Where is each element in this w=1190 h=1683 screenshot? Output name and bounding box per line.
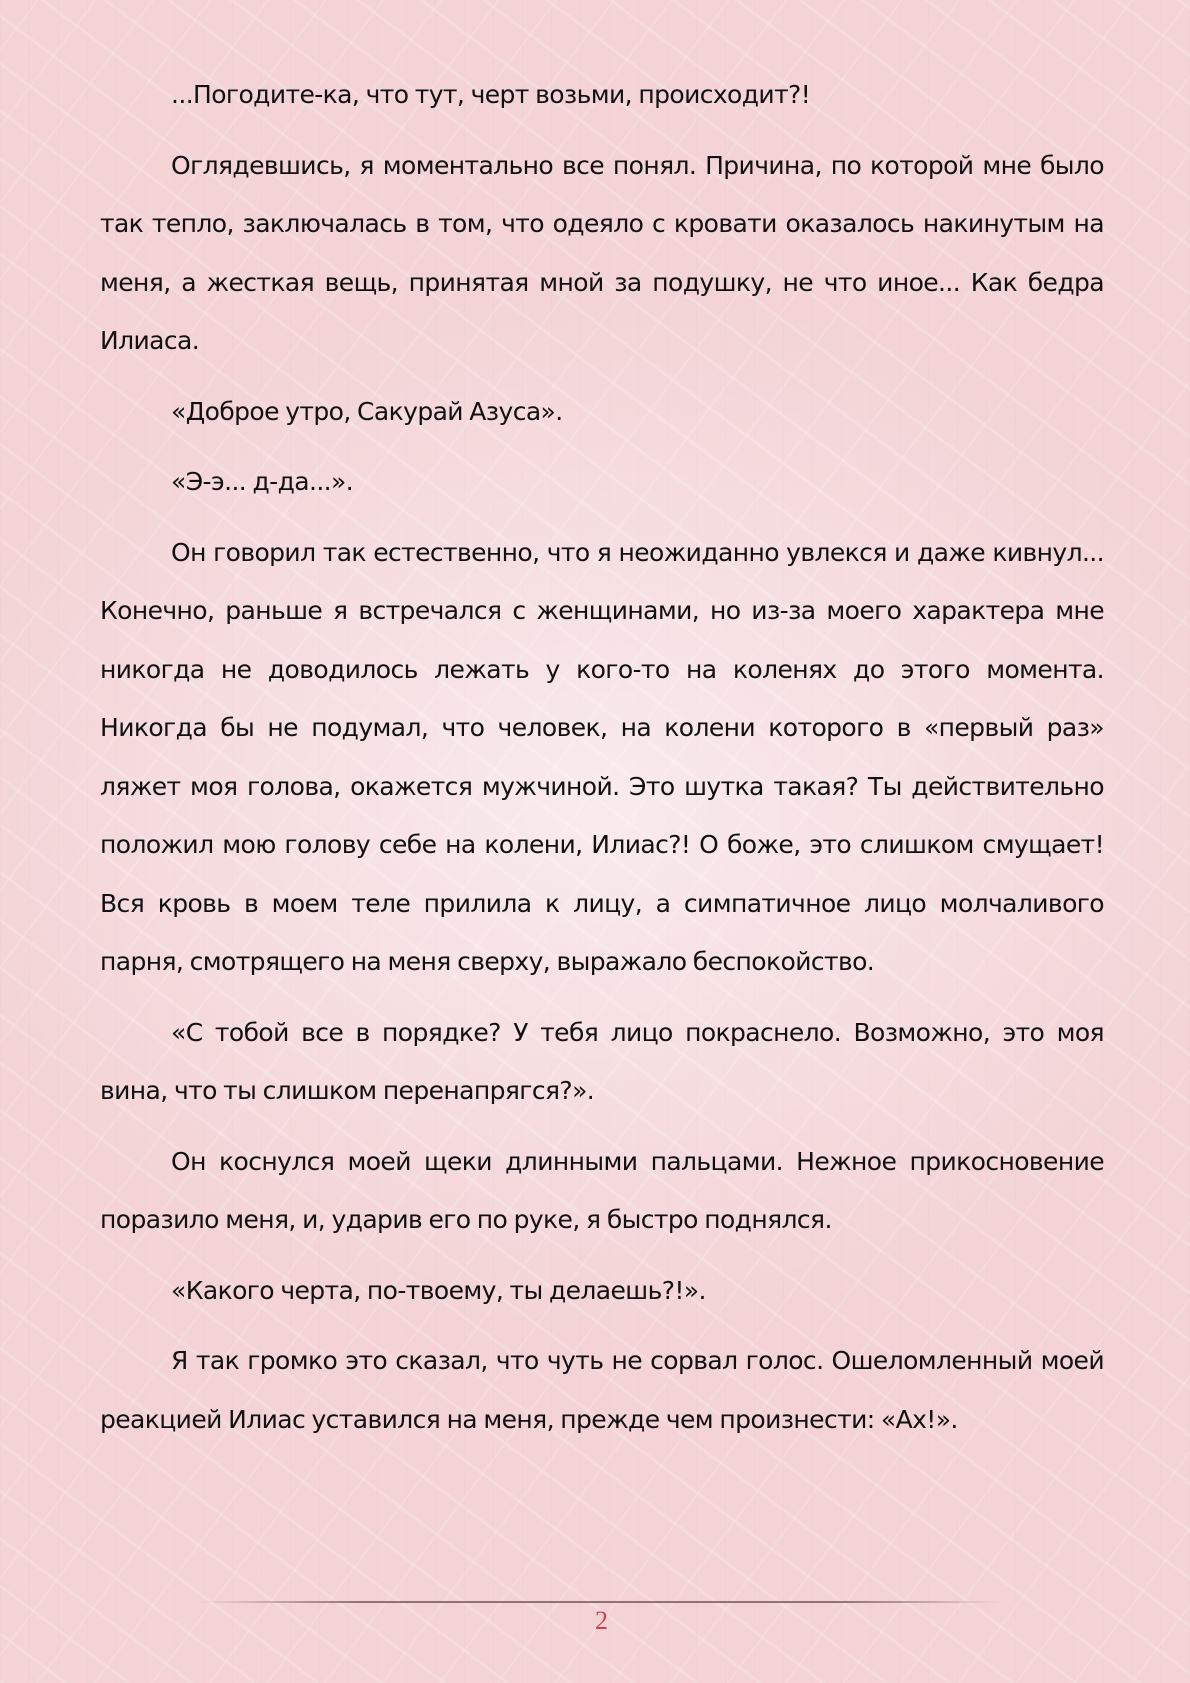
paragraph-5: Он говорил так естественно, что я неожиданно увлекся и даже кивнул... Конечно, раньше я встречался с женщинами, но из-за моего характера мне никогда не доводилось лежать у кого-то на коленях до этого момента. Никогда бы не подумал, что человек, на колени которого в «первый раз» ляжет моя голова, окажется мужчиной. Это шутка такая? Ты действительно положил мою голову себе на колени, Илиас?! О боже, это слишком смущает! Вся кровь в моем теле прилила к лицу, а симпатичное лицо молчаливого парня, смотрящего на меня сверху, выражало беспокойство. [100,537,1104,976]
paragraph-6: «С тобой все в порядке? У тебя лицо покраснело. Возможно, это моя вина, что ты слишком перенапрягся?». [100,1017,1104,1105]
body-text [100,66,1104,1449]
paragraph-7: Он коснулся моей щеки длинными пальцами. Нежное прикосновение поразило меня, и, ударив его по руке, я быстро поднялся. [100,1146,1104,1234]
paragraph-4: «Э-э... д-да...». [171,467,354,496]
footer-divider [200,1601,1000,1603]
paragraph-1: ...Погодите-ка, что тут, черт возьми, происходит?! [171,80,811,109]
page-number: 2 [595,1606,608,1635]
paragraph-9: Я так громко это сказал, что чуть не сорвал голос. Ошеломленный моей реакцией Илиас уставился на меня, прежде чем произнести: «Ах!». [100,1346,1104,1434]
paragraph-2: Оглядевшись, я моментально все понял. Причина, по которой мне было так тепло, заключалась в том, что одеяло с кровати оказалось накинутым на меня, а жесткая вещь, принятая мной за подушку, не что иное... Как бедра Илиаса. [100,150,1104,355]
paragraph-8: «Какого черта, по-твоему, ты делаешь?!». [171,1275,706,1305]
paragraph-3: «Доброе утро, Сакурай Азуса». [171,396,563,426]
